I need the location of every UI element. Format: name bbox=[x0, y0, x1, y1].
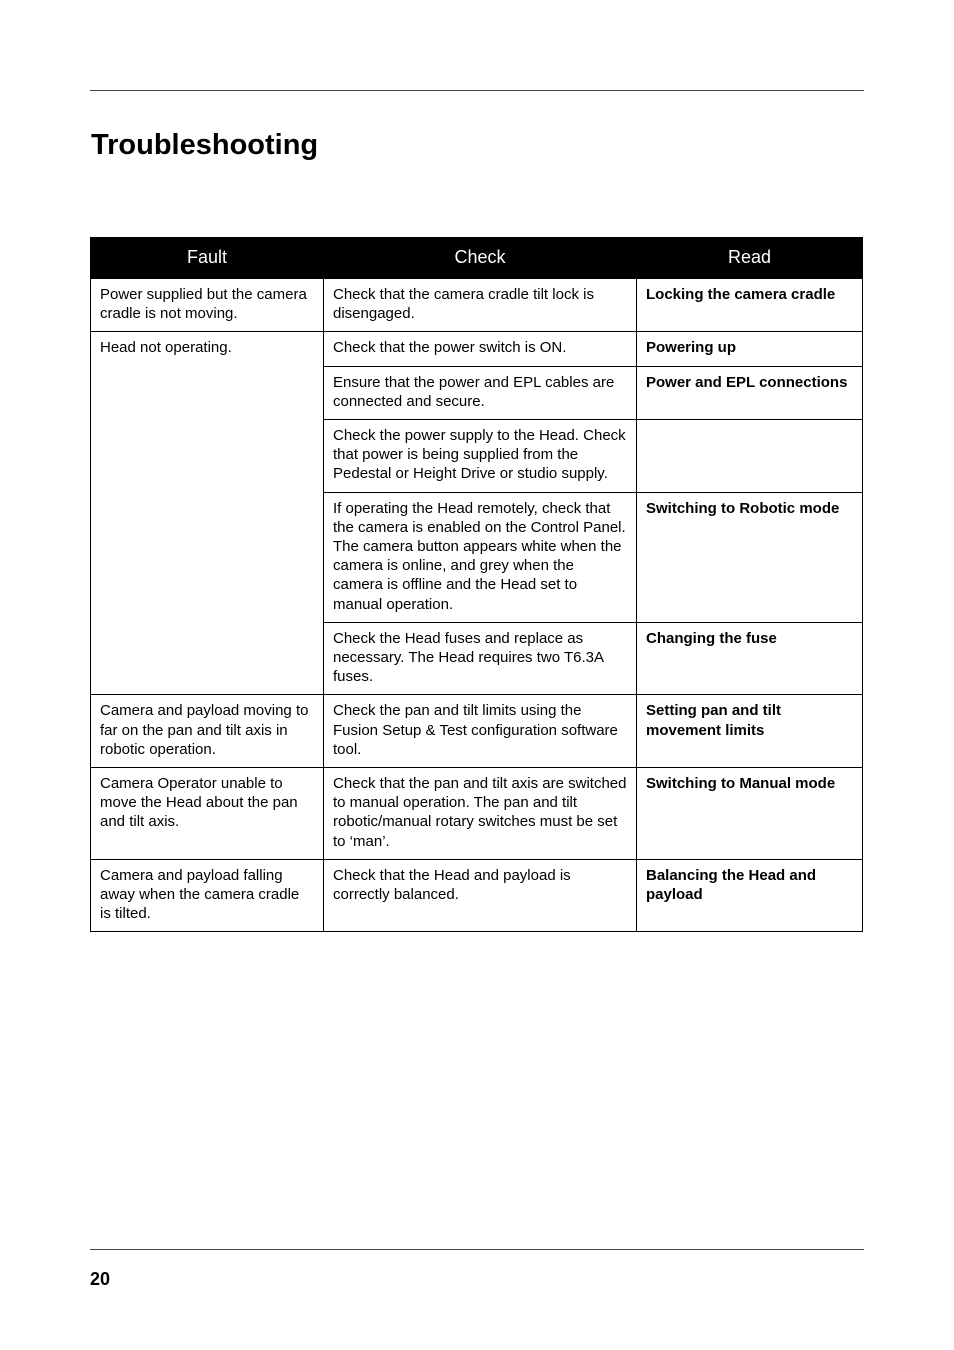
troubleshooting-table bbox=[90, 237, 863, 932]
read-cell: Powering up bbox=[637, 332, 863, 366]
read-cell: Power and EPL connections bbox=[637, 366, 863, 419]
footer-rule bbox=[90, 1249, 864, 1250]
fault-cell: Camera and payload moving to far on the pan and tilt axis in robotic operation. bbox=[91, 695, 324, 768]
check-cell: Check that the pan and tilt axis are switched to manual operation. The pan and tilt robotic/manual rotary switches must be set to ‘man’. bbox=[324, 768, 637, 860]
fault-cell: Power supplied but the camera cradle is not moving. bbox=[91, 279, 324, 332]
table-body bbox=[91, 279, 863, 932]
fault-cell: Head not operating. bbox=[91, 332, 324, 695]
check-cell: Check the Head fuses and replace as necessary. The Head requires two T6.3A fuses. bbox=[324, 622, 637, 695]
table-header bbox=[91, 238, 863, 279]
check-cell: Check the power supply to the Head. Check that power is being supplied from the Pedestal or Height Drive or studio supply. bbox=[324, 420, 637, 493]
check-cell: Ensure that the power and EPL cables are connected and secure. bbox=[324, 366, 637, 419]
check-cell: Check that the camera cradle tilt lock is disengaged. bbox=[324, 279, 637, 332]
read-cell: Switching to Manual mode bbox=[637, 768, 863, 860]
read-cell bbox=[637, 420, 863, 493]
table-row bbox=[91, 279, 863, 332]
header-rule bbox=[90, 90, 864, 91]
fault-cell: Camera Operator unable to move the Head about the pan and tilt axis. bbox=[91, 768, 324, 860]
header-check: Check bbox=[324, 238, 637, 279]
read-cell: Locking the camera cradle bbox=[637, 279, 863, 332]
header-fault: Fault bbox=[91, 238, 324, 279]
read-cell: Switching to Robotic mode bbox=[637, 492, 863, 622]
check-cell: If operating the Head remotely, check that the camera is enabled on the Control Panel. The camera button appears white when the camera is online, and grey when the camera is offline and the Head set to manual operation. bbox=[324, 492, 637, 622]
check-cell: Check that the power switch is ON. bbox=[324, 332, 637, 366]
table-row bbox=[91, 332, 863, 366]
header-row bbox=[91, 238, 863, 279]
table-row bbox=[91, 695, 863, 768]
read-cell: Changing the fuse bbox=[637, 622, 863, 695]
page-number: 20 bbox=[90, 1269, 111, 1289]
read-cell: Setting pan and tilt movement limits bbox=[637, 695, 863, 768]
header-read: Read bbox=[637, 238, 863, 279]
check-cell: Check the pan and tilt limits using the Fusion Setup & Test configuration software tool. bbox=[324, 695, 637, 768]
read-cell: Balancing the Head and payload bbox=[637, 859, 863, 932]
table-row bbox=[91, 859, 863, 932]
page-title: Troubleshooting bbox=[91, 129, 319, 161]
fault-cell: Camera and payload falling away when the camera cradle is tilted. bbox=[91, 859, 324, 932]
table-row bbox=[91, 768, 863, 860]
check-cell: Check that the Head and payload is correctly balanced. bbox=[324, 859, 637, 932]
